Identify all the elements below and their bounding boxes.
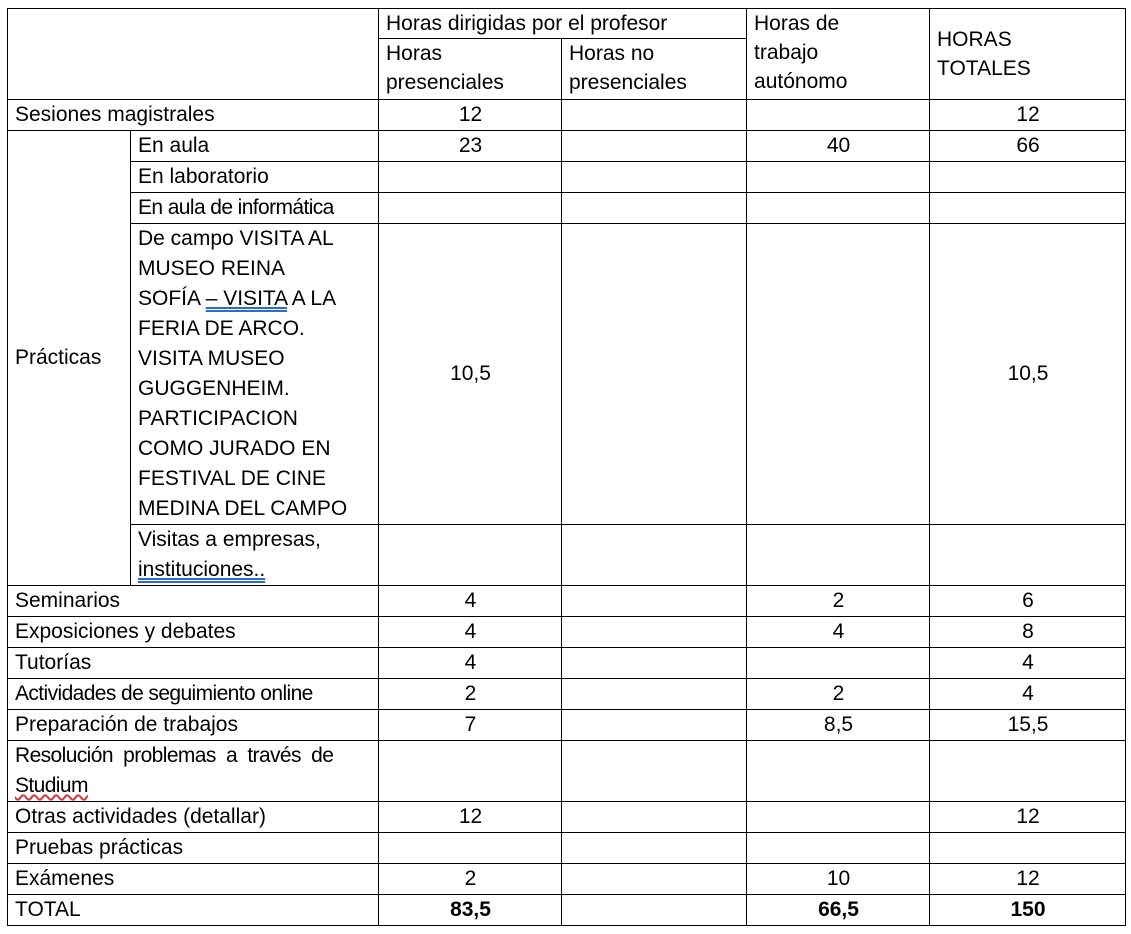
row-label: Preparación de trabajos — [8, 710, 379, 741]
header-presenciales — [379, 39, 562, 100]
cell-autonomo: 2 — [747, 586, 930, 617]
cell-presenciales: 2 — [379, 864, 562, 895]
row-label-total: TOTAL — [8, 895, 379, 926]
cell-autonomo: 4 — [747, 617, 930, 648]
cell-presenciales: 12 — [379, 100, 562, 131]
row-label: En aula — [131, 131, 379, 162]
cell-total: 12 — [930, 100, 1126, 131]
header-empty-cell — [8, 9, 379, 100]
cell-no-presenciales — [562, 193, 747, 224]
cell-presenciales: 10,5 — [379, 224, 562, 525]
practicas-label: Prácticas — [8, 131, 131, 586]
cell-autonomo — [747, 648, 930, 679]
cell-presenciales — [379, 193, 562, 224]
cell-no-presenciales — [562, 100, 747, 131]
table-row — [8, 710, 1126, 741]
header-totales-l2: TOTALES — [937, 57, 1031, 80]
cell-presenciales: 23 — [379, 131, 562, 162]
campo-line: PARTICIPACION — [138, 407, 298, 430]
cell-total: 4 — [930, 679, 1126, 710]
cell-presenciales: 4 — [379, 648, 562, 679]
empresas-line: Visitas a empresas, — [138, 528, 321, 551]
table-row — [8, 100, 1126, 131]
row-label: Pruebas prácticas — [8, 833, 379, 864]
row-label: En aula de informática — [131, 193, 379, 224]
campo-line: VISITA MUSEO — [138, 347, 285, 370]
cell-total: 6 — [930, 586, 1126, 617]
row-label-campo — [131, 224, 379, 525]
cell-no-presenciales — [562, 679, 747, 710]
header-no-presenciales-l1: Horas no — [569, 42, 655, 65]
cell-total — [930, 525, 1126, 586]
campo-line: De campo VISITA AL — [138, 227, 334, 250]
cell-total: 10,5 — [930, 224, 1126, 525]
cell-presenciales: 2 — [379, 679, 562, 710]
table-row — [8, 224, 1126, 525]
cell-autonomo: 8,5 — [747, 710, 930, 741]
table-row — [8, 586, 1126, 617]
table-row — [8, 679, 1126, 710]
table-row — [8, 193, 1126, 224]
cell-no-presenciales — [562, 224, 747, 525]
cell-no-presenciales — [562, 131, 747, 162]
campo-line: FERIA DE ARCO. — [138, 317, 305, 340]
cell-total: 12 — [930, 802, 1126, 833]
row-label: Seminarios — [8, 586, 379, 617]
table-row — [8, 525, 1126, 586]
cell-no-presenciales — [562, 525, 747, 586]
table-row — [8, 864, 1126, 895]
row-label: En laboratorio — [131, 162, 379, 193]
row-label-empresas — [131, 525, 379, 586]
cell-total — [930, 193, 1126, 224]
table-row-total — [8, 895, 1126, 926]
total-autonomo: 66,5 — [747, 895, 930, 926]
campo-line — [138, 284, 372, 314]
hours-table — [7, 8, 1126, 926]
cell-presenciales: 12 — [379, 802, 562, 833]
row-label: Actividades de seguimiento online — [8, 679, 379, 710]
resolucion-studium: Studium — [15, 774, 88, 797]
header-presenciales-l2: presenciales — [386, 71, 504, 94]
empresas-instituciones: instituciones.. — [138, 558, 266, 581]
cell-total: 8 — [930, 617, 1126, 648]
cell-total — [930, 162, 1126, 193]
campo-line: MEDINA DEL CAMPO — [138, 497, 348, 520]
cell-autonomo: 40 — [747, 131, 930, 162]
header-autonomo-l1: Horas de — [754, 12, 840, 35]
cell-autonomo — [747, 224, 930, 525]
campo-line: COMO JURADO EN — [138, 437, 331, 460]
cell-total — [930, 833, 1126, 864]
table-row — [8, 833, 1126, 864]
total-horas: 150 — [930, 895, 1126, 926]
header-autonomo-l2: trabajo — [754, 41, 819, 64]
cell-autonomo — [747, 802, 930, 833]
cell-no-presenciales — [562, 586, 747, 617]
cell-no-presenciales — [562, 802, 747, 833]
row-label: Exámenes — [8, 864, 379, 895]
total-no-presenciales — [562, 895, 747, 926]
resolucion-line: Resolución problemas a través de — [15, 744, 334, 767]
table-row — [8, 131, 1126, 162]
header-dirigidas: Horas dirigidas por el profesor — [379, 9, 747, 39]
cell-no-presenciales — [562, 162, 747, 193]
header-totales — [930, 9, 1126, 100]
cell-no-presenciales — [562, 741, 747, 802]
header-no-presenciales — [562, 39, 747, 100]
table-row — [8, 802, 1126, 833]
table-row — [8, 617, 1126, 648]
campo-line: FESTIVAL DE CINE — [138, 467, 326, 490]
campo-visita-underlined: – VISITA — [205, 287, 288, 310]
header-autonomo — [747, 9, 930, 100]
cell-total: 12 — [930, 864, 1126, 895]
campo-sofia: SOFÍA — [138, 287, 200, 310]
cell-autonomo: 2 — [747, 679, 930, 710]
cell-presenciales — [379, 833, 562, 864]
total-presenciales: 83,5 — [379, 895, 562, 926]
header-totales-l1: HORAS — [937, 28, 1012, 51]
cell-total: 66 — [930, 131, 1126, 162]
cell-no-presenciales — [562, 617, 747, 648]
cell-total: 15,5 — [930, 710, 1126, 741]
table-row — [8, 648, 1126, 679]
cell-autonomo — [747, 525, 930, 586]
cell-no-presenciales — [562, 710, 747, 741]
cell-presenciales: 4 — [379, 617, 562, 648]
table-row — [8, 162, 1126, 193]
header-no-presenciales-l2: presenciales — [569, 71, 687, 94]
cell-autonomo — [747, 833, 930, 864]
table-row — [8, 741, 1126, 802]
cell-autonomo — [747, 100, 930, 131]
row-label-resolucion — [8, 741, 379, 802]
cell-presenciales — [379, 525, 562, 586]
cell-presenciales — [379, 741, 562, 802]
cell-autonomo — [747, 162, 930, 193]
empresas-line — [138, 555, 372, 585]
cell-presenciales: 4 — [379, 586, 562, 617]
header-autonomo-l3: autónomo — [754, 70, 848, 93]
cell-no-presenciales — [562, 864, 747, 895]
cell-presenciales: 7 — [379, 710, 562, 741]
cell-total — [930, 741, 1126, 802]
row-label: Exposiciones y debates — [8, 617, 379, 648]
cell-presenciales — [379, 162, 562, 193]
cell-no-presenciales — [562, 648, 747, 679]
cell-total: 4 — [930, 648, 1126, 679]
cell-no-presenciales — [562, 833, 747, 864]
row-label: Sesiones magistrales — [8, 100, 379, 131]
campo-line: GUGGENHEIM. — [138, 377, 290, 400]
campo-a-la: A LA — [291, 287, 337, 310]
resolucion-line — [15, 771, 372, 801]
campo-line: MUSEO REINA — [138, 257, 286, 280]
row-label: Tutorías — [8, 648, 379, 679]
header-presenciales-l1: Horas — [386, 42, 443, 65]
cell-autonomo — [747, 741, 930, 802]
cell-autonomo — [747, 193, 930, 224]
row-label: Otras actividades (detallar) — [8, 802, 379, 833]
cell-autonomo: 10 — [747, 864, 930, 895]
